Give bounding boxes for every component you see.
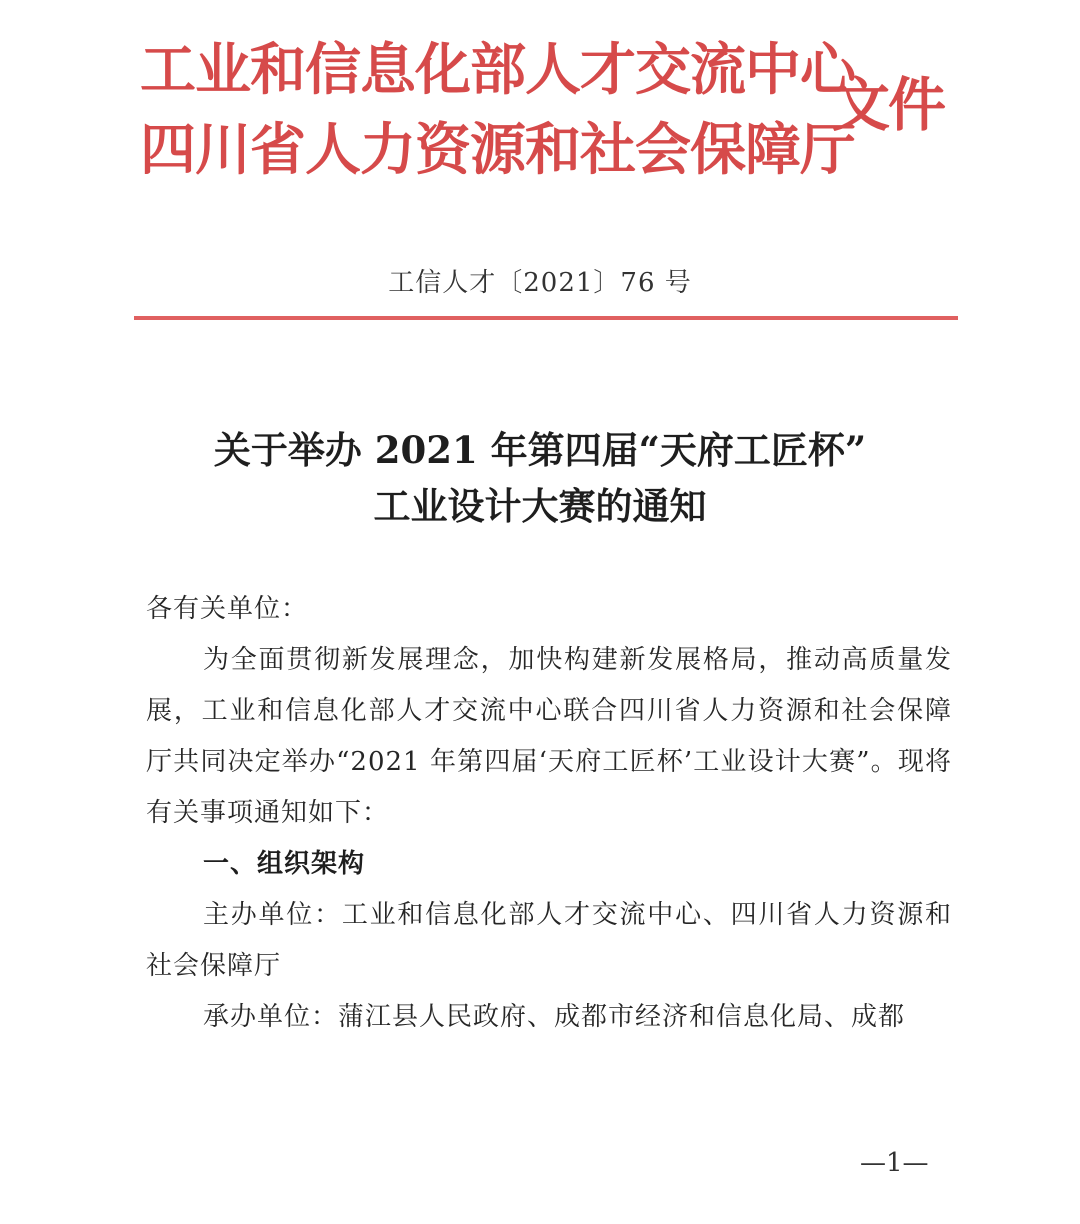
- salutation: 各有关单位：: [146, 594, 309, 624]
- host-units-paragraph: 主办单位：工业和信息化部人才交流中心、四川省人力资源和社会保障厅: [146, 900, 952, 981]
- intro-paragraph: 为全面贯彻新发展理念，加快构建新发展格局，推动高质量发展，工业和信息化部人才交流中心联合四川省人力资源和社会保障厅共同决定举办“2021 年第四届‘天府工匠杯’工业设计大赛”。现将有关事项通知如下：: [146, 645, 952, 828]
- page-number: —1—: [860, 1148, 929, 1178]
- organizer-units-paragraph: 承办单位：蒲江县人民政府、成都市经济和信息化局、成都: [203, 1002, 906, 1032]
- title-line: 关于举办 2021 年第四届“天府工匠杯”: [213, 428, 867, 472]
- title-line: 工业设计大赛的通知: [373, 484, 707, 528]
- document-body: [146, 584, 952, 1043]
- red-divider: [134, 316, 958, 320]
- issuing-org-line: 工业和信息化部人才交流中心: [140, 37, 855, 103]
- section-heading: 一、组织架构: [203, 849, 366, 879]
- document-title: [0, 422, 1080, 534]
- document-number: 工信人才〔2021〕76 号: [388, 268, 692, 298]
- issuing-org-line: 四川省人力资源和社会保障厅: [140, 117, 855, 183]
- document-type-label: 文件: [832, 71, 945, 139]
- issuing-organizations: [140, 30, 855, 190]
